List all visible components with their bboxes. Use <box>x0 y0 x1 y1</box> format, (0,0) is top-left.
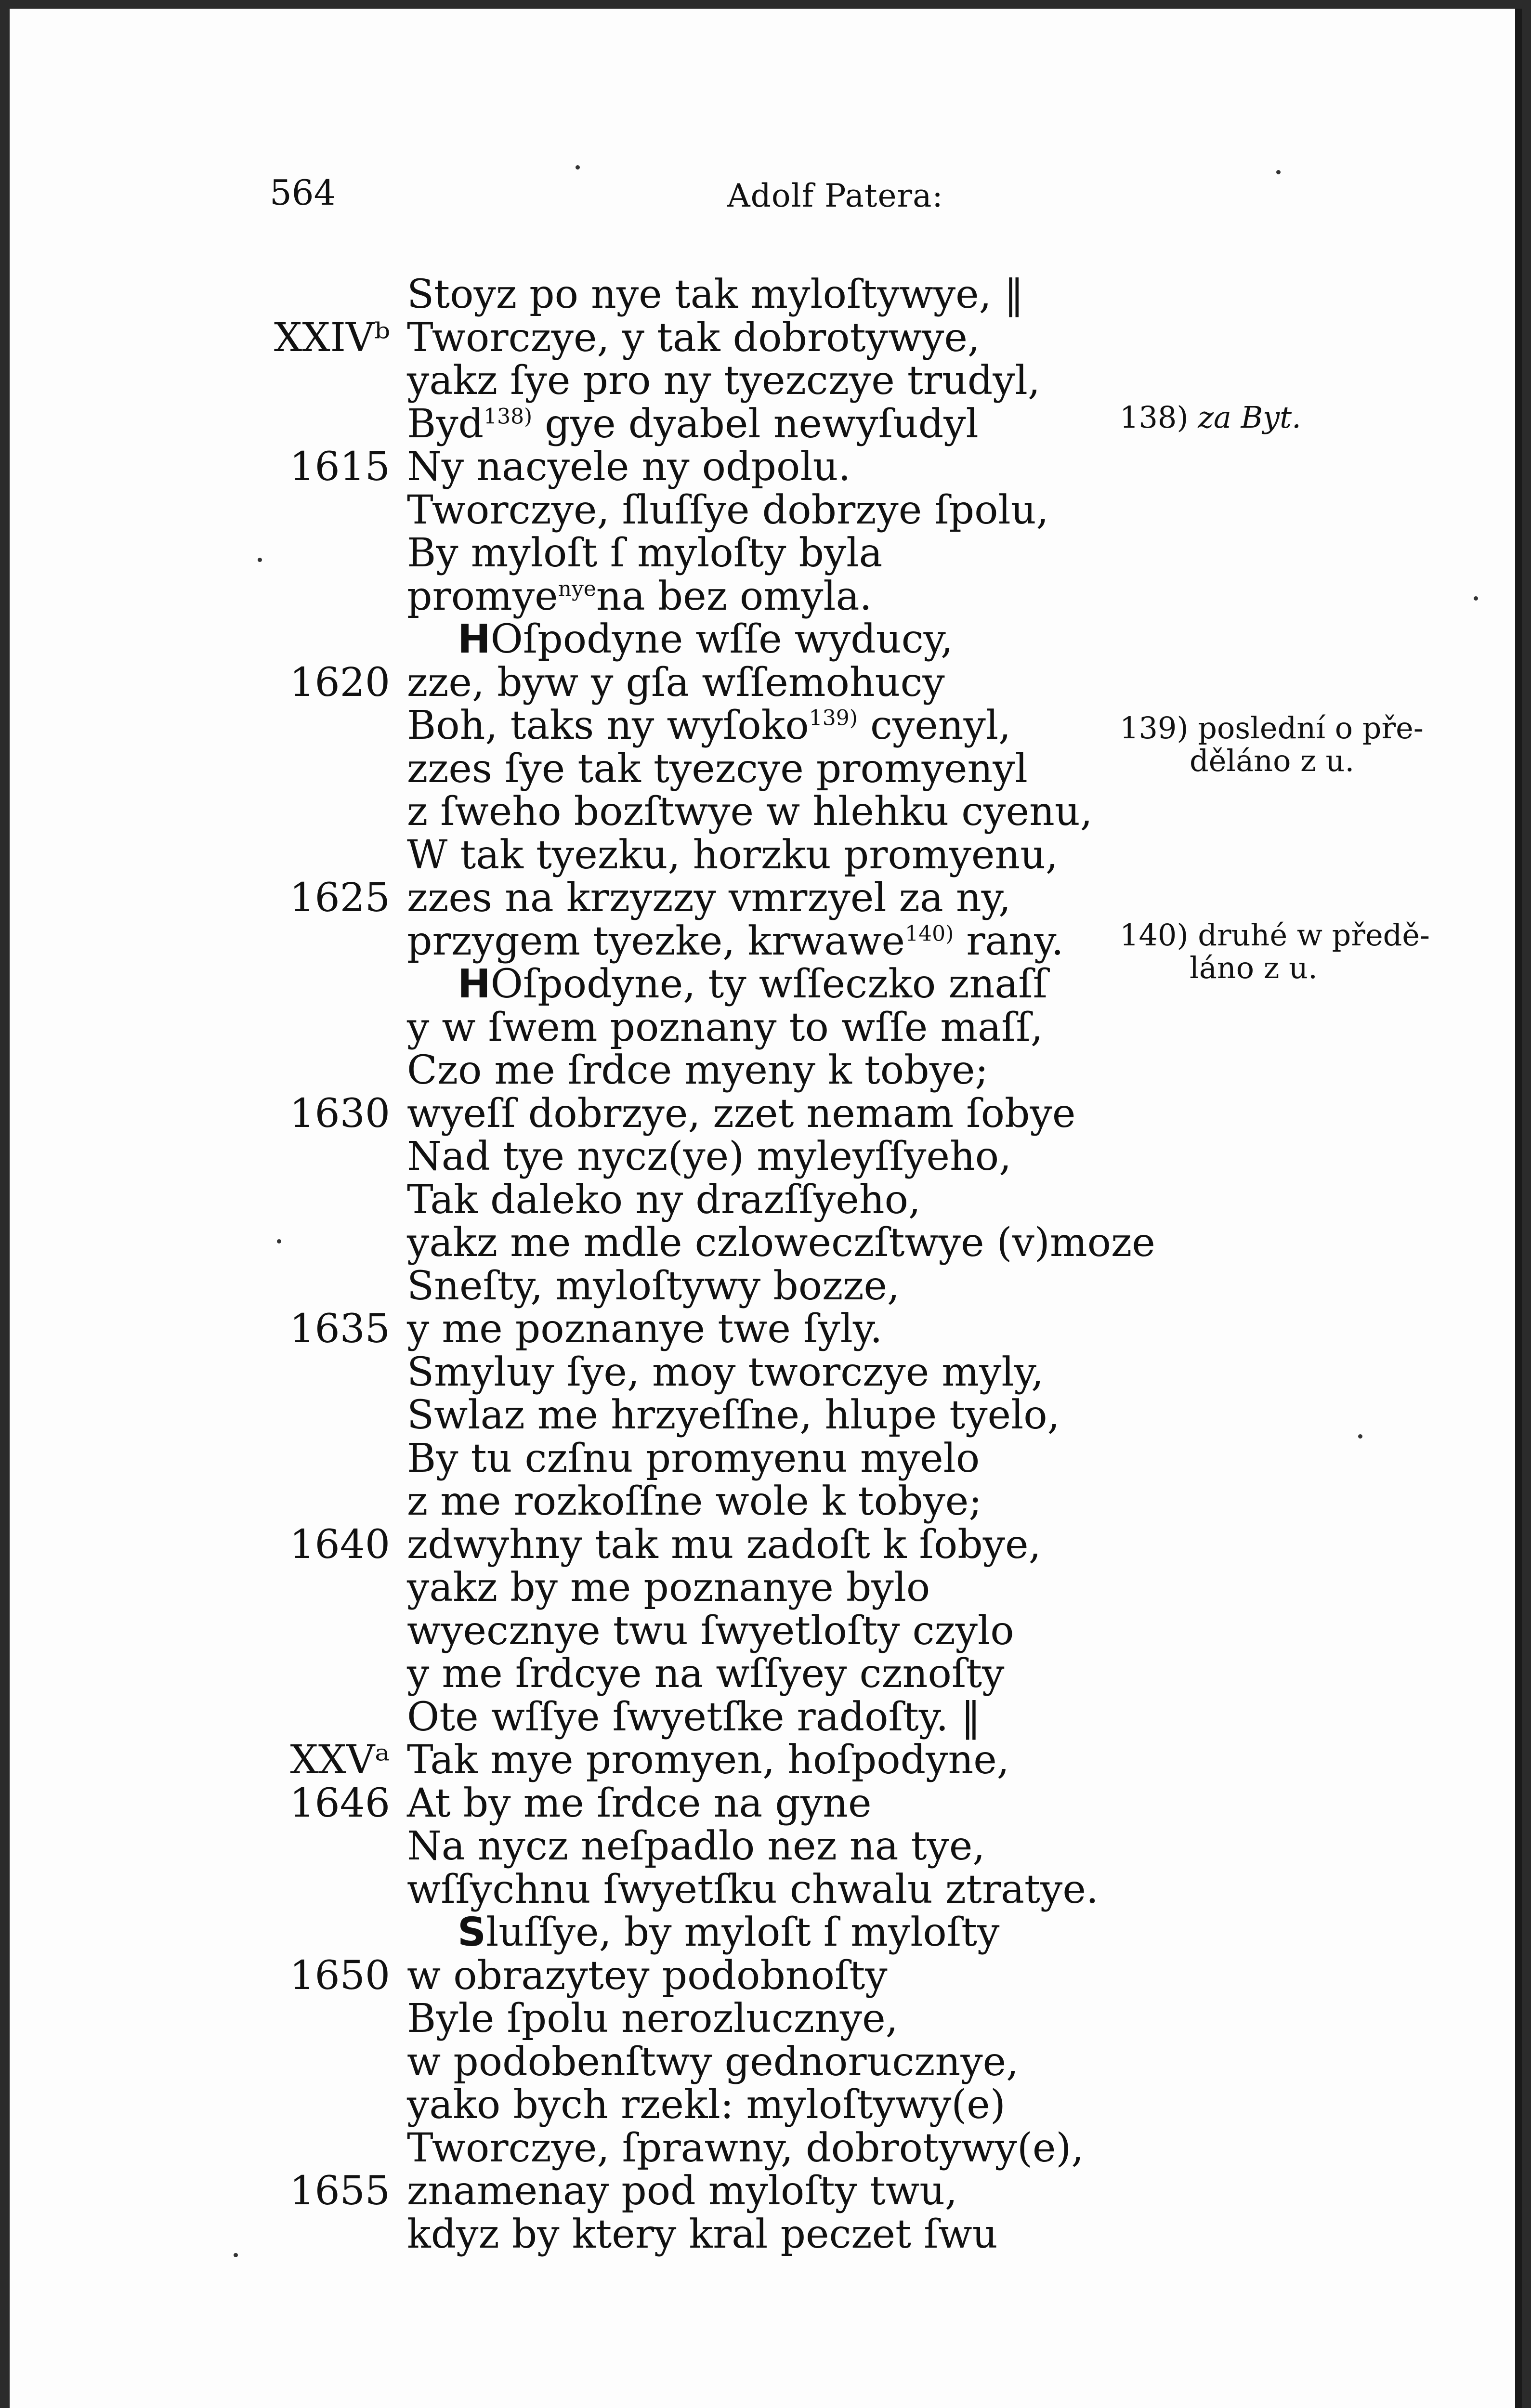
verse-text-part: zzes ſye tak tyezcye promyenyl <box>407 746 1028 792</box>
verse-text <box>407 920 1064 963</box>
verse-text-part: Oſpodyne, ty wſſeczko znaſſ <box>490 961 1047 1007</box>
verse-text-part: Byd <box>407 401 484 447</box>
verse-line <box>10 920 1117 963</box>
verse-line <box>10 1351 1117 1394</box>
verse-text <box>407 2084 1006 2126</box>
verse-text <box>407 659 945 706</box>
footnote-mark: 138) <box>1120 400 1189 435</box>
verse-line <box>10 2041 1117 2083</box>
verse-text-part: zdwyhny tak mu zadoſt k ſobye, <box>407 1521 1041 1568</box>
footnote-139 <box>1120 712 1466 777</box>
verse-text <box>407 1090 1076 1137</box>
verse-text-part: By myloſt ſ myloſty byla <box>407 530 883 576</box>
verse-text <box>407 1049 988 1092</box>
verse-line <box>10 1696 1117 1739</box>
verse-line <box>10 1265 1117 1308</box>
verse-text-part: promye <box>407 573 558 619</box>
verse-text <box>407 1265 900 1308</box>
verse-text-part: yako bych rzekl: myloſtywy(e) <box>407 2082 1006 2128</box>
line-number: 1630 <box>289 1090 390 1137</box>
verse-line <box>10 1090 1117 1137</box>
verse-line <box>10 1739 1117 1781</box>
line-number: XXIVᵇ <box>274 314 390 361</box>
footnote-text: poslední o pře- <box>1198 710 1424 746</box>
verse-text <box>407 1825 985 1868</box>
verse-text <box>407 791 1093 833</box>
verse-text <box>407 360 1040 402</box>
verse-text-part: Boh, taks ny wyſoko <box>407 703 809 748</box>
verse-text <box>407 834 1058 877</box>
verse-text <box>407 1394 1060 1437</box>
verse-text-part: Sneſty, myloſtywy bozze, <box>407 1263 900 1309</box>
verse-line <box>10 1567 1117 1609</box>
verse-text <box>407 314 980 361</box>
verse-text <box>407 1004 1043 1050</box>
verse-text <box>458 618 953 661</box>
footnote-text: za Byt. <box>1198 400 1301 435</box>
verse-line <box>10 618 1117 661</box>
verse-text <box>407 748 1028 790</box>
verse-text <box>407 1136 1011 1178</box>
verse-text <box>407 1179 921 1221</box>
footnote-mark: 140) <box>1120 917 1189 953</box>
verse-text <box>407 1435 980 1481</box>
verse-line <box>10 1179 1117 1221</box>
line-number: XXVᵃ <box>290 1737 390 1783</box>
verse-line <box>10 1952 1117 1999</box>
verse-line <box>10 314 1117 361</box>
line-number: 1635 <box>289 1306 390 1352</box>
verse-text-part: yakz ſye pro ny tyezczye trudyl, <box>407 358 1040 404</box>
verse-text-part: Tak daleko ny drazſſyeho, <box>407 1177 921 1223</box>
verse-text <box>407 446 851 488</box>
verse-text <box>458 963 1047 1006</box>
verse-text-part: By tu czſnu promyenu myelo <box>407 1435 980 1481</box>
line-number: 1640 <box>289 1521 390 1568</box>
verse-line <box>10 489 1117 532</box>
verse-line <box>10 1049 1117 1092</box>
footnote-ref: 138) <box>484 404 533 429</box>
verse-line <box>10 2213 1117 2256</box>
verse-text-part: Na nycz neſpadlo nez na tye, <box>407 1823 985 1869</box>
verse-text-part: rany. <box>954 918 1064 964</box>
verse-text <box>407 1480 982 1523</box>
verse-text-part: y w ſwem poznany to wſſe maſſ, <box>407 1004 1043 1050</box>
verse-line <box>10 1480 1117 1523</box>
verse-text-part: W tak tyezku, horzku promyenu, <box>407 832 1059 878</box>
line-number: 1620 <box>289 659 390 706</box>
verse-text-part: luſſye, by myloſt ſ myloſty <box>486 1910 1000 1955</box>
verse-text <box>407 1696 981 1739</box>
verse-line <box>10 274 1117 316</box>
verse-text-part: Oſpodyne wſſe wyducy, <box>490 616 954 662</box>
verse-line <box>10 1136 1117 1178</box>
verse-text <box>407 1998 898 2040</box>
verse-text-part: Tak mye promyen, hoſpodyne, <box>407 1737 1009 1783</box>
verse-line <box>10 2084 1117 2126</box>
verse-text-part: Ny nacyele ny odpolu. <box>407 444 851 490</box>
verse-text <box>407 532 882 575</box>
verse-text-part: Swlaz me hrzyeſſne, hlupe tyelo, <box>407 1392 1060 1438</box>
verse-text <box>407 1653 1004 1695</box>
verse-text-part: w obrazytey podobnoſty <box>407 1952 888 1999</box>
verse-line <box>10 791 1117 833</box>
verse-text <box>407 2213 998 2256</box>
verse-text-part: Stoyz po nye tak myloſtywye, ‖ <box>407 272 1024 317</box>
verse-text <box>407 1521 1041 1568</box>
footnote-text-cont: děláno z u. <box>1190 743 1355 778</box>
initial-letter: H <box>458 961 491 1007</box>
verse-text <box>407 489 1049 532</box>
verse-text-part: Smyluy ſye, moy tworczye myly, <box>407 1349 1044 1395</box>
verse-text <box>407 573 872 619</box>
verse-line <box>10 360 1117 402</box>
verse-text-part: Tworczye, y tak dobrotywye, <box>407 314 980 361</box>
page-number: 564 <box>270 172 336 213</box>
footnote-138 <box>1120 401 1466 434</box>
verse-line <box>10 834 1117 877</box>
verse-line <box>10 1394 1117 1437</box>
line-number: 1615 <box>289 444 390 490</box>
book-page <box>10 9 1522 2408</box>
verse-text-part: yakz me mdle czloweczſtwye (v)moze <box>407 1220 1155 1266</box>
verse-text <box>407 1351 1044 1394</box>
verse-line <box>10 573 1117 619</box>
verse-line <box>10 446 1117 488</box>
verse-text-part: wyecznye twu ſwyetloſty czylo <box>407 1608 1014 1654</box>
verse-text <box>407 2041 1019 2083</box>
footnote-ref: 140) <box>905 921 954 946</box>
verse-text <box>407 1782 872 1825</box>
verse-text <box>407 1739 1009 1781</box>
verse-line <box>10 1866 1117 1912</box>
verse-text-part: yakz by me poznanye bylo <box>407 1565 930 1610</box>
verse-line <box>10 1998 1117 2040</box>
verse-text-part: Nad tye nycz(ye) myleyſſyeho, <box>407 1134 1012 1179</box>
verse-text-part: Ote wſſye ſwyetſke radoſty. ‖ <box>407 1694 981 1740</box>
verse-line <box>10 748 1117 790</box>
running-head: Adolf Patera: <box>727 177 943 214</box>
verse-text <box>458 1911 999 1954</box>
verse-text <box>407 2127 1084 2170</box>
verse-line <box>10 963 1117 1006</box>
verse-text-part: Czo me ſrdce myeny k tobye; <box>407 1047 989 1093</box>
verse-text-part: At by me ſrdce na gyne <box>407 1780 872 1826</box>
verse-line <box>10 2127 1117 2170</box>
verse-text-part: Byle ſpolu nerozlucznye, <box>407 1996 898 2042</box>
verse-text-part: cyenyl, <box>857 703 1011 748</box>
verse-text-part: kdyz by ktery kral peczet ſwu <box>407 2211 998 2257</box>
verse-line <box>10 1653 1117 1695</box>
line-number: 1655 <box>289 2168 390 2214</box>
verse-line <box>10 705 1117 747</box>
verse-text <box>407 877 1011 919</box>
verse-text-part: przygem tyezke, krwawe <box>407 918 905 964</box>
verse-text <box>407 403 979 445</box>
footnote-ref: nye <box>558 576 596 602</box>
verse-text-part: y me ſrdcye na wſſyey cznoſty <box>407 1651 1005 1697</box>
verse-line <box>10 1825 1117 1868</box>
initial-letter: H <box>458 616 491 662</box>
line-number: 1650 <box>289 1952 390 1999</box>
verse-line <box>10 532 1117 575</box>
verse-line <box>10 403 1117 445</box>
verse-text-part: zzes na krzyzzy vmrzyel za ny, <box>407 875 1011 921</box>
footnote-text: druhé w předě- <box>1198 917 1430 953</box>
footnote-140 <box>1120 919 1466 984</box>
verse-line <box>10 1435 1117 1481</box>
verse-line <box>10 1521 1117 1568</box>
verse-text <box>407 1610 1014 1652</box>
footnote-text-cont: láno z u. <box>1190 950 1318 985</box>
verse-text-part: z me rozkoſſne wole k tobye; <box>407 1479 982 1524</box>
verse-text-part: w podobenſtwy gednorucznye, <box>407 2039 1019 2085</box>
verse-text-part: wyeſſ dobrzye, zzet nemam ſobye <box>407 1090 1076 1137</box>
verse-line <box>10 1220 1155 1266</box>
verse-line <box>10 1911 1117 1954</box>
footnote-mark: 139) <box>1120 710 1189 746</box>
verse-text-part: znamenay pod myloſty twu, <box>407 2168 958 2214</box>
verse-line <box>10 1004 1117 1050</box>
footnote-ref: 139) <box>809 706 858 731</box>
verse-text-part: y me poznanye twe ſyly. <box>407 1306 883 1352</box>
verse-line <box>10 2170 1117 2212</box>
verse-text <box>407 1952 888 1999</box>
verse-line <box>10 1308 1117 1350</box>
verse-text-part: Tworczye, ſluſſye dobrzye ſpolu, <box>407 487 1049 533</box>
verse-line <box>10 877 1117 919</box>
verse-line <box>10 659 1117 706</box>
verse-text <box>407 274 1024 316</box>
verse-text <box>407 2170 957 2212</box>
verse-text-part: Tworczye, ſprawny, dobrotywy(e), <box>407 2125 1084 2171</box>
verse-text <box>407 1567 930 1609</box>
verse-text-part: gye dyabel newyſudyl <box>532 401 979 447</box>
verse-line <box>10 1782 1117 1825</box>
verse-text-part: z ſweho bozſtwye w hlehku cyenu, <box>407 789 1093 835</box>
verse-text <box>407 1866 1099 1912</box>
line-number: 1625 <box>289 875 390 921</box>
verse-text-part: wſſychnu ſwyetſku chwalu ztratye. <box>407 1866 1099 1912</box>
verse-text-part: na bez omyla. <box>596 573 872 619</box>
verse-line <box>10 1610 1117 1652</box>
line-number: 1646 <box>289 1780 390 1826</box>
verse-text <box>407 1222 1155 1264</box>
verse-text <box>407 705 1011 747</box>
verse-text-part: zze, byw y gſa wſſemohucy <box>407 659 945 706</box>
initial-letter: S <box>458 1910 486 1955</box>
verse-text <box>407 1308 882 1350</box>
